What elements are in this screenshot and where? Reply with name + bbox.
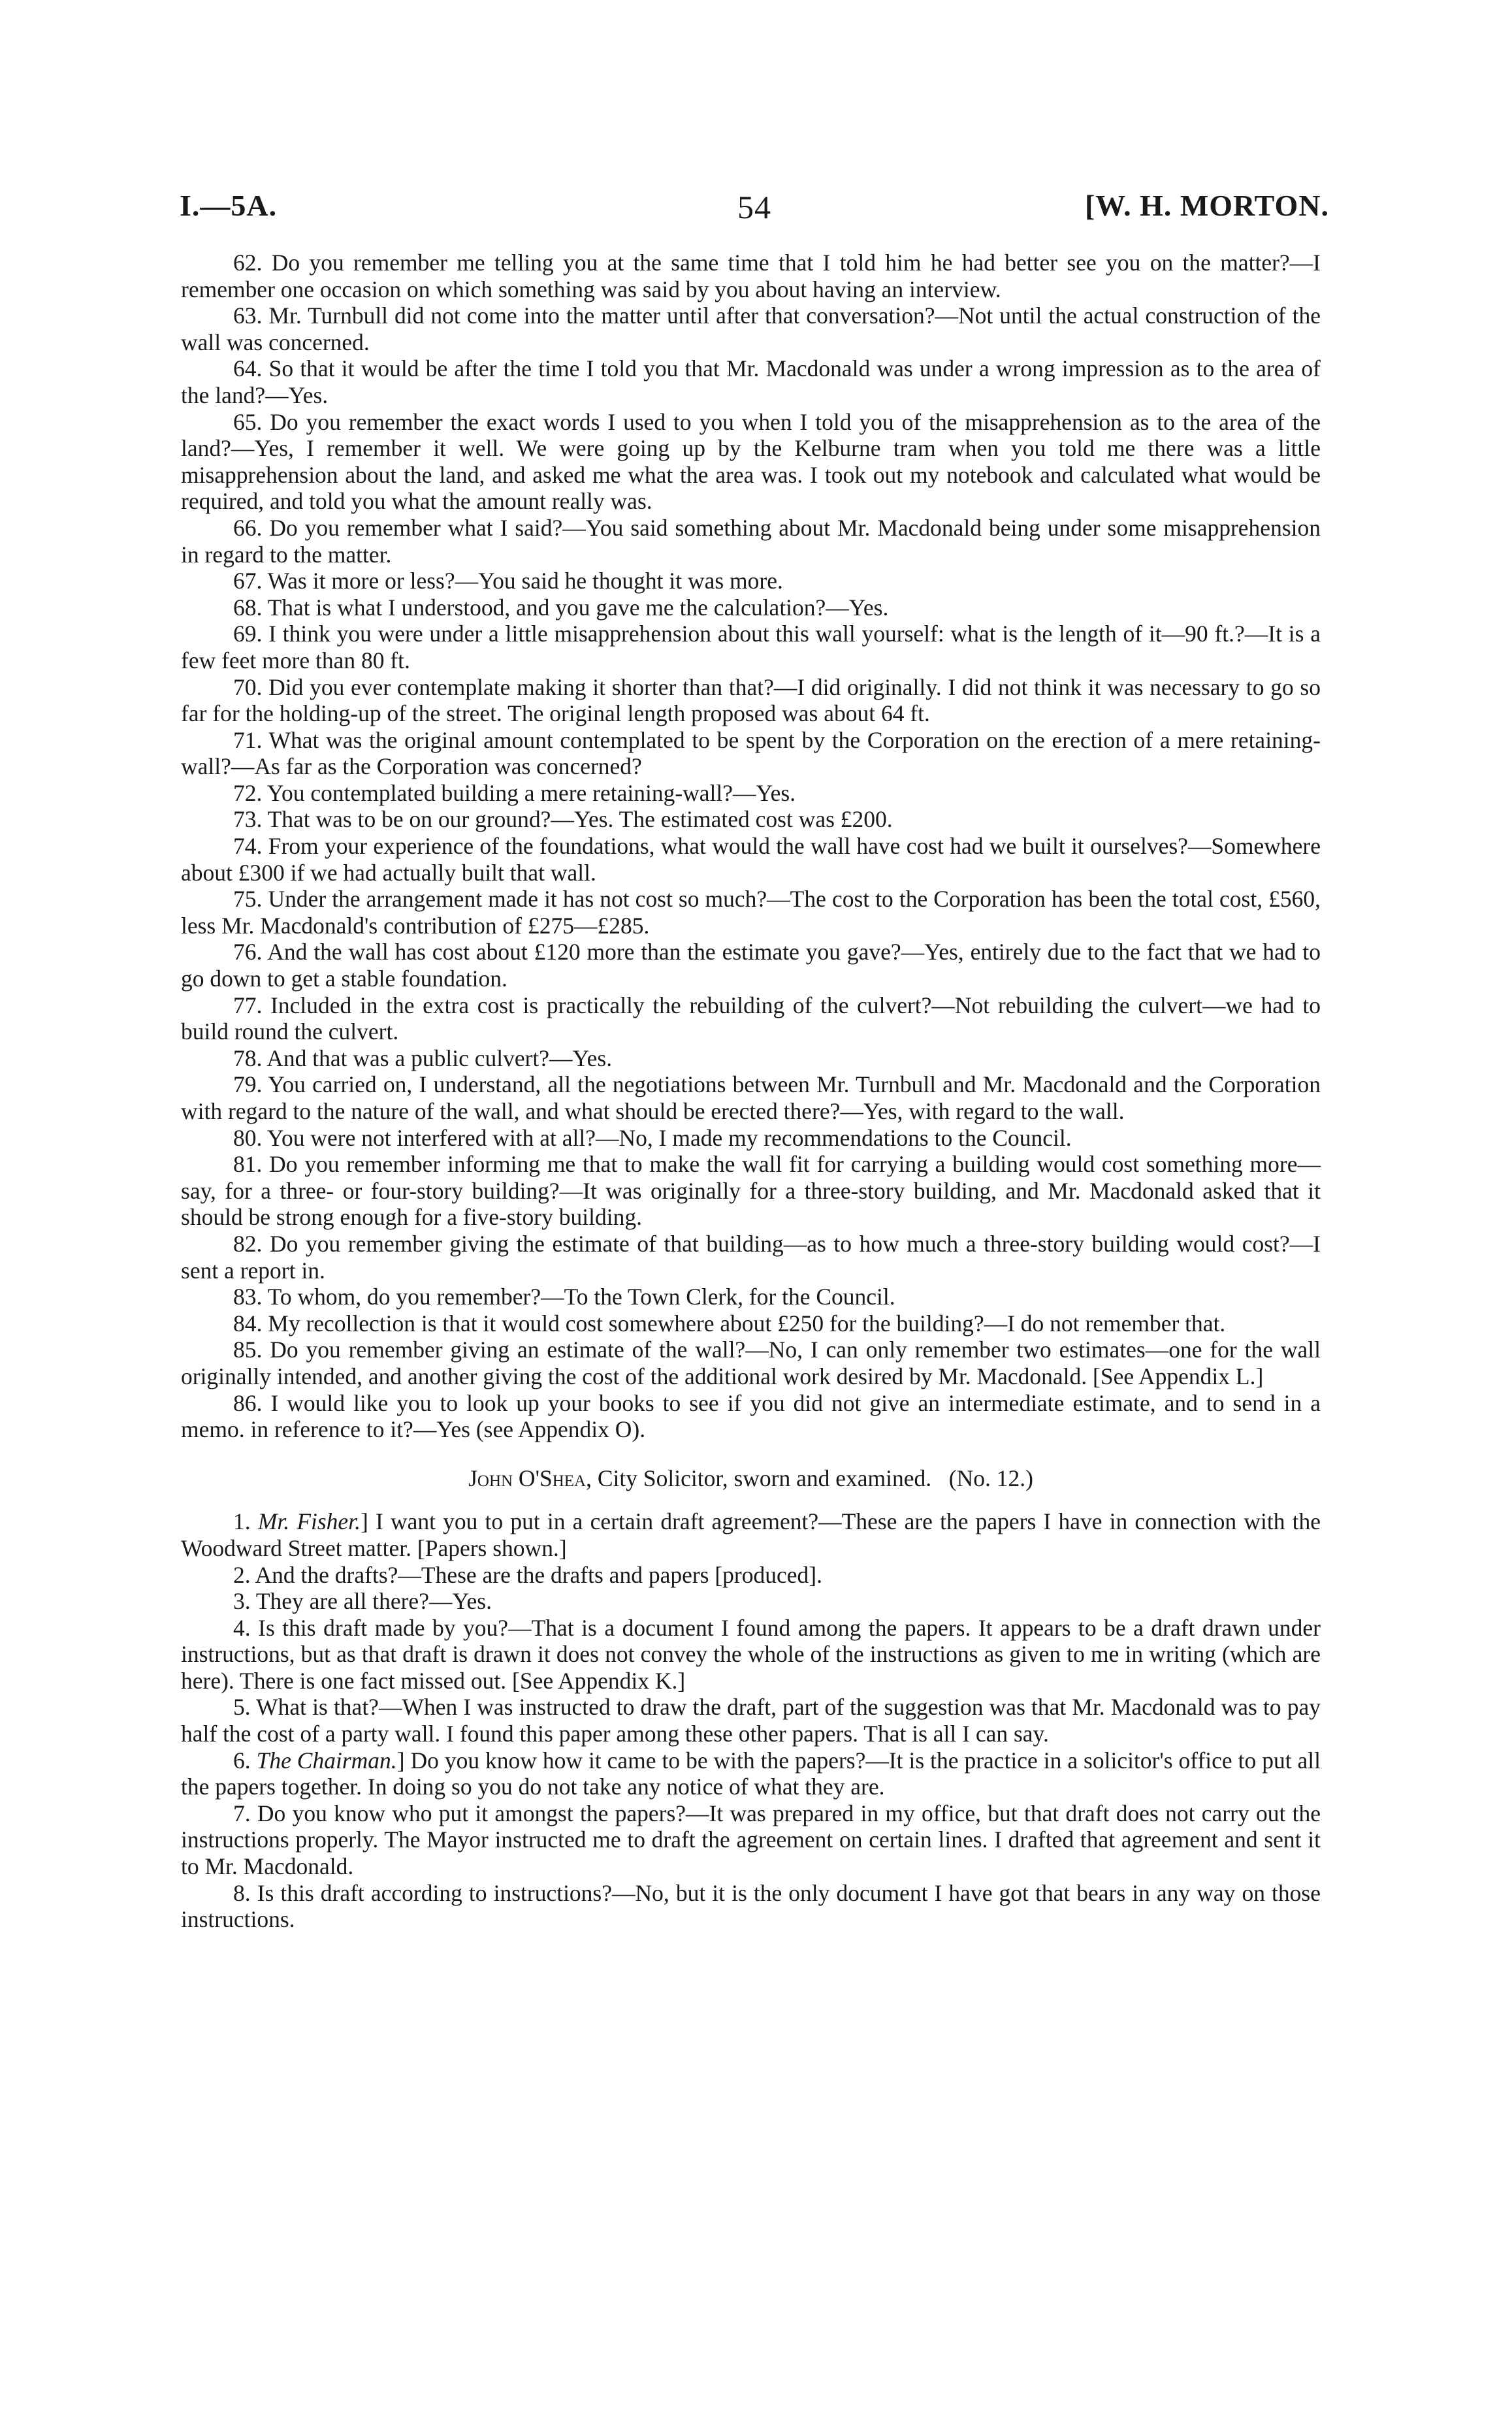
qa-paragraph: 76. And the wall has cost about £120 more than the estimate you gave?—Yes, entirely due to the fact that we had to go down to get a stable foundation.	[181, 939, 1321, 992]
oshea-testimony	[181, 1508, 1321, 1933]
qa-paragraph: 7. Do you know who put it amongst the papers?—It was prepared in my office, but that draft does not carry out the instructions properly. The Mayor instructed me to draft the agreement on certain lines. I drafted that agreement and sent it to Mr. Macdonald.	[181, 1800, 1321, 1880]
qa-paragraph: 86. I would like you to look up your books to see if you did not give an intermediate estimate, and to send in a memo. in reference to it?—Yes (see Appendix O).	[181, 1389, 1321, 1443]
qa-paragraph: 78. And that was a public culvert?—Yes.	[233, 1045, 613, 1071]
qa-paragraph: 67. Was it more or less?—You said he thought it was more.	[233, 568, 783, 594]
witness-heading	[181, 1465, 1321, 1492]
qa-paragraph: 69. I think you were under a little misapprehension about this wall yourself: what is the length of it—90 ft.?—It is a few feet more than 80 ft.	[181, 621, 1321, 673]
qa-paragraph: 75. Under the arrangement made it has not cost so much?—The cost to the Corporation has been the total cost, £560, less Mr. Macdonald's contribution of £275—£285.	[181, 886, 1321, 939]
witness-role: , City Solicitor, sworn and examined.	[586, 1465, 932, 1491]
qa-paragraph: 64. So that it would be after the time I told you that Mr. Macdonald was under a wrong impression as to the area of the land?—Yes.	[181, 355, 1321, 408]
witness-header: [W. H. MORTON.	[1084, 189, 1329, 222]
qa-paragraph: 6. The Chairman.] Do you know how it came to be with the papers?—It is the practice in a solicitor's office to put all the papers together. In doing so you do not take any notice of what they are.	[181, 1747, 1321, 1800]
qa-paragraph: 2. And the drafts?—These are the drafts and papers [produced].	[233, 1561, 822, 1588]
document-body	[181, 250, 1321, 1933]
qa-paragraph: 1. Mr. Fisher.] I want you to put in a certain draft agreement?—These are the papers I have in connection with the Woodward Street matter. [Papers shown.]	[181, 1508, 1321, 1561]
qa-paragraph: 71. What was the original amount contemplated to be spent by the Corporation on the erection of a mere retaining-wall?—As far as the Corporation was concerned?	[181, 726, 1321, 780]
qa-paragraph: 80. You were not interfered with at all?—No, I made my recommendations to the Council.	[233, 1124, 1072, 1151]
qa-paragraph: 8. Is this draft according to instructions?—No, but it is the only document I have got that bears in any way on those instructions.	[181, 1879, 1321, 1933]
qa-paragraph: 84. My recollection is that it would cost somewhere about £250 for the building?—I do not remember that.	[233, 1310, 1226, 1337]
speaker-name: Mr. Fisher.	[257, 1508, 361, 1535]
qa-paragraph: 66. Do you remember what I said?—You said something about Mr. Macdonald being under some misapprehension in regard to the matter.	[181, 514, 1321, 568]
qa-paragraph: 74. From your experience of the foundations, what would the wall have cost had we built it ourselves?—Somewhere about £300 if we had actually built that wall.	[181, 833, 1321, 886]
qa-paragraph: 82. Do you remember giving the estimate of that building—as to how much a three-story building would cost?—I sent a report in.	[181, 1230, 1321, 1284]
qa-paragraph: 63. Mr. Turnbull did not come into the matter until after that conversation?—Not until the actual construction of the wall was concerned.	[181, 302, 1321, 355]
qa-paragraph: 68. That is what I understood, and you gave me the calculation?—Yes.	[233, 594, 889, 621]
qa-paragraph: 81. Do you remember informing me that to make the wall fit for carrying a building would cost something more—say, for a three- or four-story building?—It was originally for a three-story building, and Mr. Macdonald asked that it should be strong enough for a five-story building.	[181, 1151, 1321, 1231]
qa-paragraph: 73. That was to be on our ground?—Yes. The estimated cost was £200.	[233, 806, 893, 833]
page-header	[180, 188, 1329, 234]
qa-paragraph: 72. You contemplated building a mere retaining-wall?—Yes.	[233, 779, 796, 806]
qa-paragraph: 5. What is that?—When I was instructed to draw the draft, part of the suggestion was that Mr. Macdonald was to pay half the cost of a party wall. I found this paper among these other papers. That is all I can say.	[181, 1694, 1321, 1747]
speaker-name: The Chairman.	[256, 1747, 397, 1774]
qa-paragraph: 3. They are all there?—Yes.	[233, 1588, 492, 1615]
qa-paragraph: 79. You carried on, I understand, all the negotiations between Mr. Turnbull and Mr. Macdonald and the Corporation with regard to the nature of the wall, and what should be erected there?—Yes, with regard to the wall.	[181, 1071, 1321, 1124]
qa-paragraph: 85. Do you remember giving an estimate of the wall?—No, I can only remember two estimates—one for the wall originally intended, and another giving the cost of the additional work desired by Mr. Macdonald. [See Appendix L.]	[181, 1337, 1321, 1389]
page-number: 54	[737, 189, 771, 225]
qa-paragraph: 62. Do you remember me telling you at the same time that I told him he had better see you on the matter?—I remember one occasion on which something was said by you about having an interview.	[181, 250, 1321, 302]
witness-name: John O'Shea	[468, 1465, 587, 1491]
qa-paragraph: 4. Is this draft made by you?—That is a document I found among the papers. It appears to be a draft drawn under instructions, but as that draft is drawn it does not convey the whole of the instructions as given to me in writing (which are here). There is one fact missed out. [See Appendix K.]	[181, 1614, 1321, 1694]
paper-reference: I.—5A.	[180, 189, 278, 222]
qa-paragraph: 70. Did you ever contemplate making it shorter than that?—I did originally. I did not think it was necessary to go so far for the holding-up of the street. The original length proposed was about 64 ft.	[181, 673, 1321, 727]
qa-paragraph: 65. Do you remember the exact words I used to you when I told you of the misapprehension as to the area of the land?—Yes, I remember it well. We were going up by the Kelburne tram when you told me there was a little misapprehension about the land, and asked me what the area was. I took out my notebook and calculated what would be required, and told you what the amount really was.	[181, 408, 1321, 515]
witness-number: (No. 12.)	[948, 1465, 1033, 1491]
qa-paragraph: 83. To whom, do you remember?—To the Town Clerk, for the Council.	[233, 1284, 895, 1310]
morton-testimony	[181, 250, 1321, 1443]
qa-paragraph: 77. Included in the extra cost is practically the rebuilding of the culvert?—Not rebuilding the culvert—we had to build round the culvert.	[181, 992, 1321, 1045]
